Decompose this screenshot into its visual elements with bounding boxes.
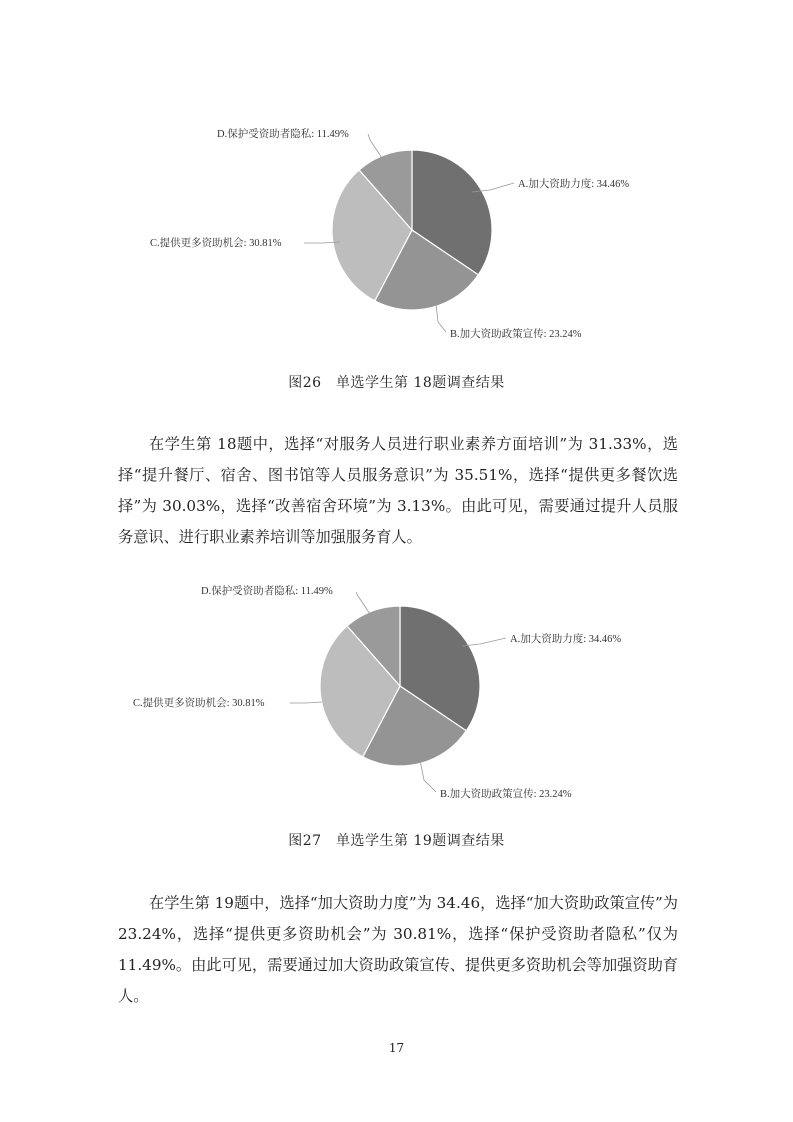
figure-caption-26: 图26 单选学生第 18题调查结果	[288, 375, 505, 391]
slice-label-b: B.加大资助政策宣传: 23.24%	[450, 329, 582, 340]
slice-label-a: A.加大资助力度: 34.46%	[510, 634, 622, 645]
slice-label-d: D.保护受资助者隐私: 11.49%	[201, 586, 333, 597]
leader-line-d	[356, 592, 370, 614]
slice-label-a: A.加大资助力度: 34.46%	[518, 179, 630, 190]
leader-line-d	[368, 134, 382, 158]
slice-label-b: B.加大资助政策宣传: 23.24%	[440, 789, 572, 800]
leader-line-c	[290, 702, 322, 703]
figure-caption-27: 图27 单选学生第 19题调查结果	[288, 833, 505, 849]
leader-line-b	[420, 760, 436, 792]
slice-label-c: C.提供更多资助机会: 30.81%	[133, 698, 265, 709]
slice-label-c: C.提供更多资助机会: 30.81%	[150, 238, 282, 249]
body-paragraph-question-19: 在学生第 19题中，选择“加大资助力度”为 34.46，选择“加大资助政策宣传”为 23.24%，选择“提供更多资助机会”为 30.81%，选择“保护受资助者隐私”仅为 11.49%。由此可见，需要通过加大资助政策宣传、提供更多资助机会等加强资助育人。	[118, 894, 678, 1005]
pie-chart-svg	[0, 110, 793, 350]
page-number: 17	[388, 1041, 405, 1055]
pie-chart-figure-26	[0, 110, 793, 350]
leader-line-b	[436, 304, 446, 332]
pie-chart-svg	[0, 570, 793, 810]
slice-label-d: D.保护受资助者隐私: 11.49%	[217, 129, 349, 140]
body-paragraph-question-18: 在学生第 18题中，选择“对服务人员进行职业素养方面培训”为 31.33%，选择“提升餐厅、宿舍、图书馆等人员服务意识”为 35.51%，选择“提供更多餐饮选择”为 30.03%，选择“改善宿舍环境”为 3.13%。由此可见，需要通过提升人员服务意识、进行职业素养培训等加强服务育人。	[118, 435, 678, 546]
pie-chart-figure-27	[0, 570, 793, 810]
